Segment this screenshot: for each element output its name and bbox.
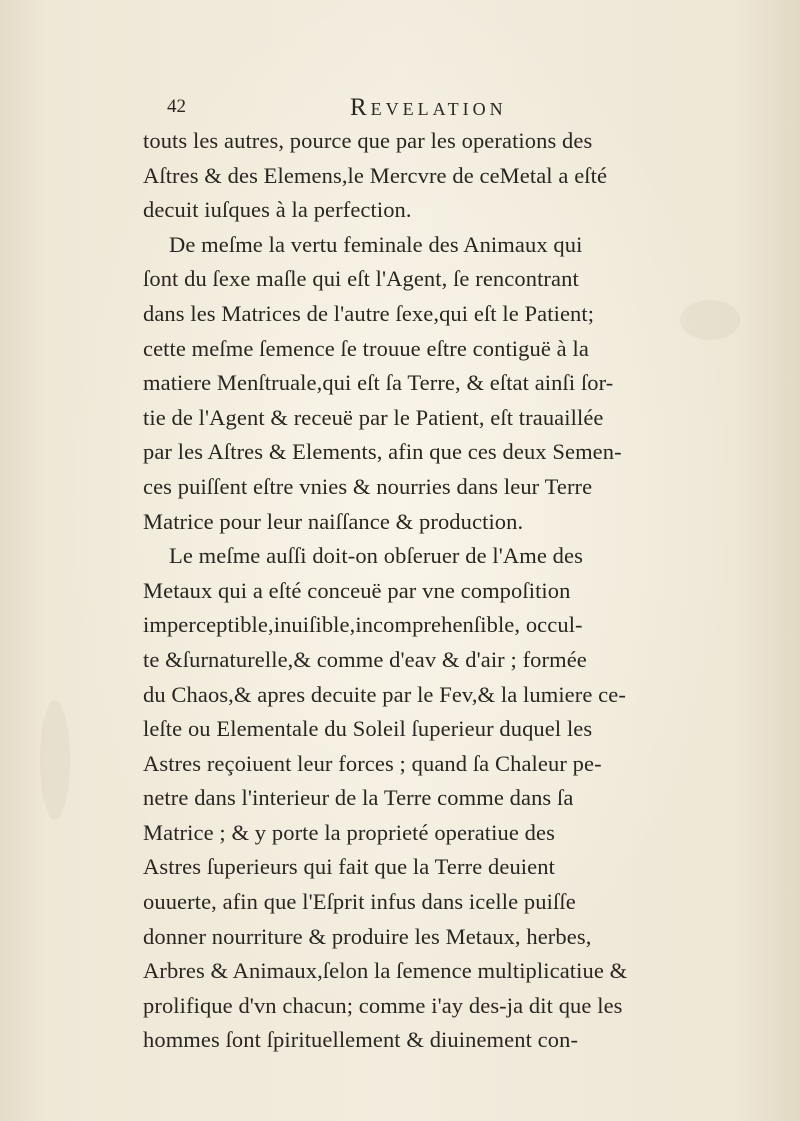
body-text [143, 124, 743, 1058]
text-line: leſte ou Elementale du Soleil ſuperieur duquel les [143, 716, 593, 742]
text-line: imperceptible,inuiſible,incomprehenſible, occul- [143, 612, 583, 638]
text-line: netre dans l'interieur de la Terre comme dans ſa [143, 785, 574, 811]
text-line: decuit iuſques à la perfection. [143, 197, 412, 223]
text-line: hommes ſont ſpirituellement & diuinement con- [143, 1027, 579, 1053]
text-line: Astres reçoiuent leur forces ; quand ſa Chaleur pe- [143, 750, 602, 776]
text-line: te &ſurnaturelle,& comme d'eav & d'air ; formée [143, 646, 587, 672]
text-line: Aſtres & des Elemens,le Mercvre de ceMetal a eſté [143, 162, 608, 188]
page-number: 42 [167, 96, 186, 117]
running-head [160, 94, 620, 122]
text-line: Arbres & Animaux,ſelon la ſemence multiplicatiue & [143, 958, 628, 984]
text-line: ouuerte, afin que l'Eſprit infus dans icelle puiſſe [143, 889, 576, 915]
paper-stain [40, 700, 70, 820]
text-line: ſont du ſexe maſle qui eſt l'Agent, ſe rencontrant [143, 266, 579, 292]
text-line: Astres ſuperieurs qui fait que la Terre deuient [143, 854, 555, 880]
text-line: du Chaos,& apres decuite par le Fev,& la lumiere ce- [143, 681, 626, 707]
text-line: touts les autres, pource que par les operations des [143, 128, 593, 153]
text-line: prolifique d'vn chacun; comme i'ay des-ja dit que les [143, 992, 623, 1018]
text-line: matiere Menſtruale,qui eſt ſa Terre, & eſtat ainſi ſor- [143, 370, 614, 396]
text-line: tie de l'Agent & receuë par le Patient, eſt trauaillée [143, 404, 604, 430]
text-line: Matrice ; & y porte la proprieté operatiue des [143, 819, 555, 845]
text-line: dans les Matrices de l'autre ſexe,qui eſt le Patient; [143, 300, 595, 326]
text-line: Matrice pour leur naiſſance & production. [143, 508, 524, 534]
text-line: donner nourriture & produire les Metaux, herbes, [143, 923, 592, 949]
text-line: Le meſme auſſi doit-on obſeruer de l'Ame des [169, 543, 583, 569]
text-line: ces puiſſent eſtre vnies & nourries dans leur Terre [143, 473, 593, 499]
text-line: cette meſme ſemence ſe trouue eſtre contiguë à la [143, 335, 589, 361]
text-line: De meſme la vertu feminale des Animaux qui [169, 231, 583, 257]
running-title: Revelation [350, 94, 507, 121]
text-line: Metaux qui a eſté conceuë par vne compoſition [143, 577, 571, 603]
text-line: par les Aſtres & Elements, afin que ces deux Semen- [143, 439, 622, 465]
